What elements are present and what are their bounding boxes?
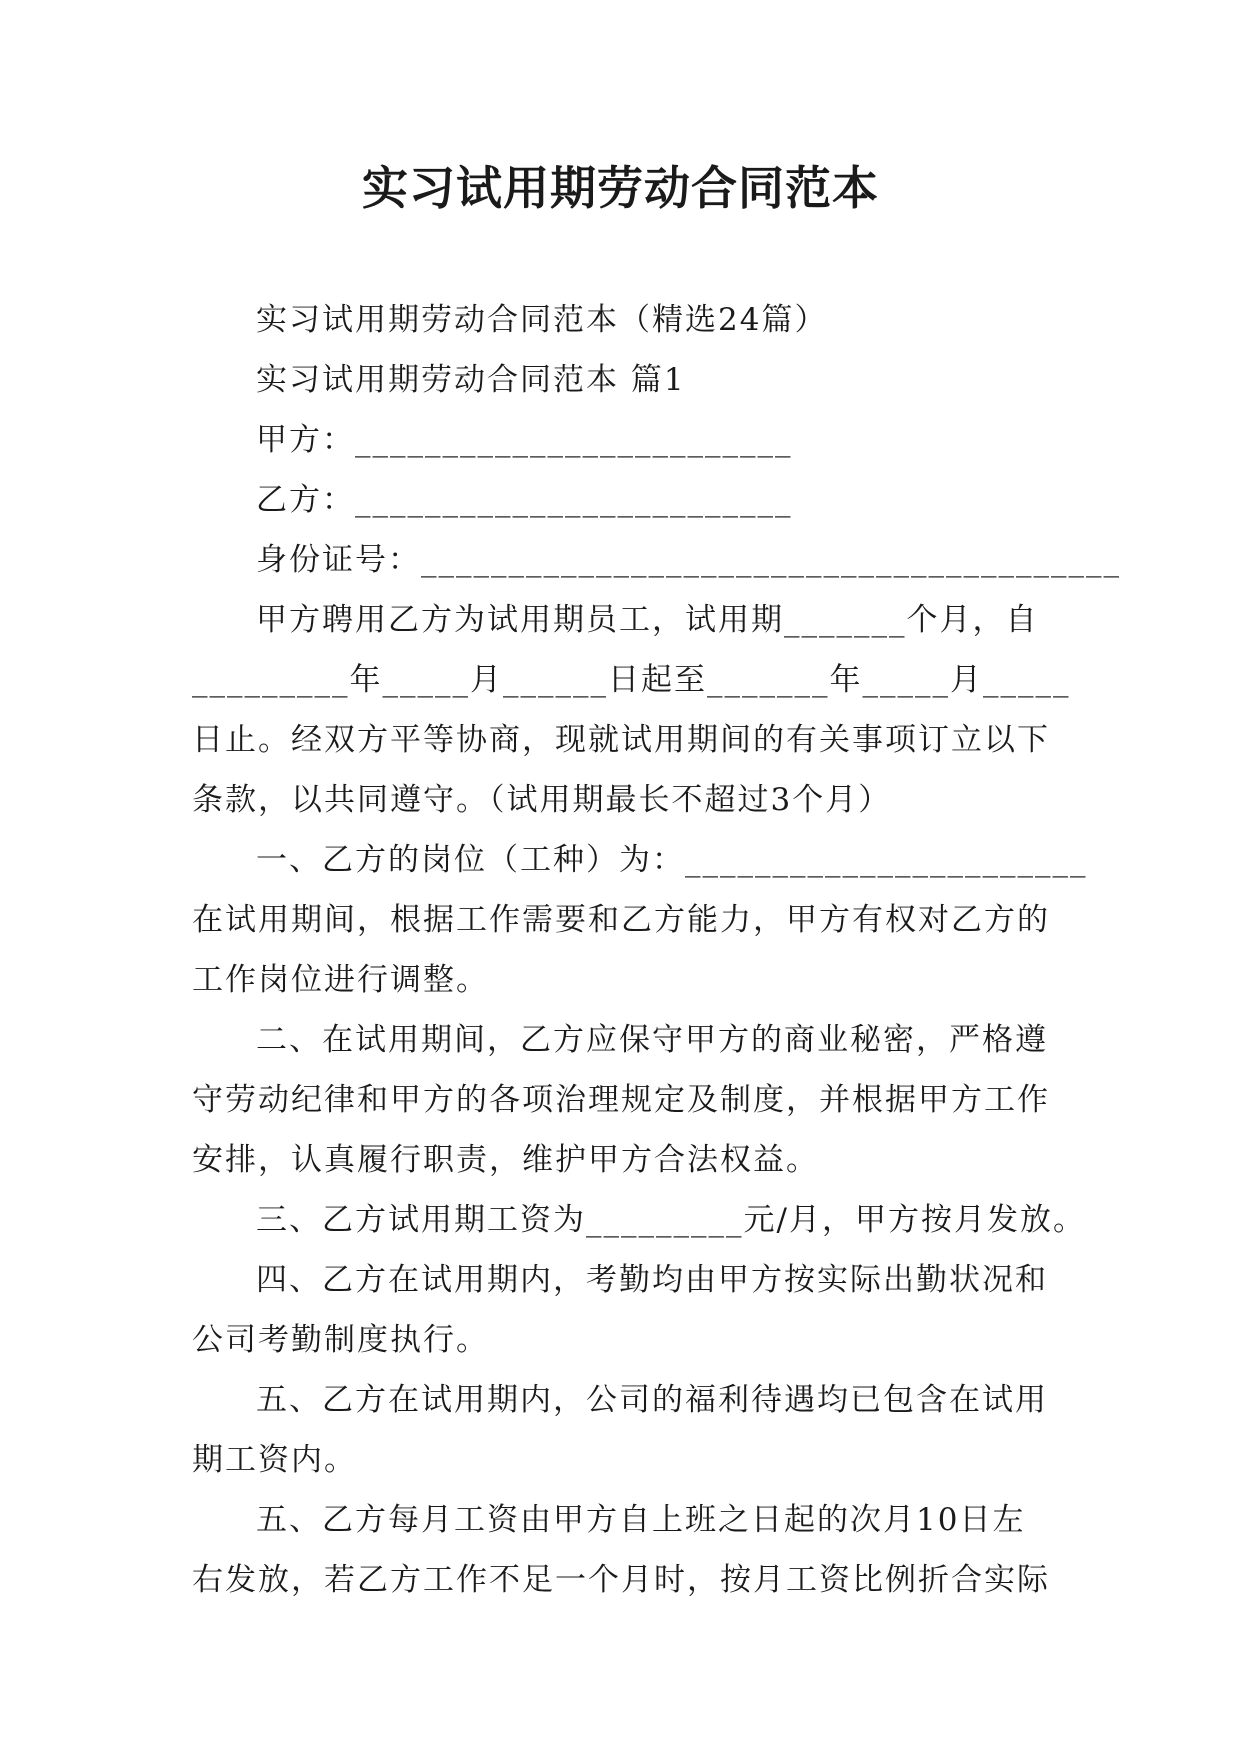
intro-line-3: 日止。经双方平等协商，现就试用期间的有关事项订立以下 [192,722,1050,758]
id-number-blank: ________________________________________ [421,542,1121,578]
intro-line-4: 条款，以共同遵守。（试用期最长不超过3个月） [192,782,892,818]
clause-5-line-2: 期工资内。 [192,1442,357,1478]
clause-4-line-1: 四、乙方在试用期内，考勤均由甲方按实际出勤状况和 [256,1262,1048,1298]
id-number-line [192,530,1121,590]
section-heading: 实习试用期劳动合同范本 篇1 [256,362,686,398]
clause-4-line-2: 公司考勤制度执行。 [192,1322,489,1358]
party-b-label: 乙方： [256,482,355,518]
intro-line-1: 甲方聘用乙方为试用期员工，试用期_______个月，自 [256,602,1039,638]
clause-2-line-1: 二、在试用期间，乙方应保守甲方的商业秘密，严格遵 [256,1022,1048,1058]
party-a-line [192,410,1054,470]
clause-2-line-3: 安排，认真履行职责，维护甲方合法权益。 [192,1142,819,1178]
clause-1-line-3: 工作岗位进行调整。 [192,962,489,998]
clause-1-line-2: 在试用期间，根据工作需要和乙方能力，甲方有权对乙方的 [192,902,1050,938]
clause-2-line-2: 守劳动纪律和甲方的各项治理规定及制度，并根据甲方工作 [192,1082,1050,1118]
intro-line-2: _________年_____月______日起至_______年_____月_____ [192,662,1071,698]
document-body [192,290,1121,1610]
clause-6-line-2: 右发放，若乙方工作不足一个月时，按月工资比例折合实际 [192,1562,1050,1598]
document-title: 实习试用期劳动合同范本 [362,161,879,215]
clause-3-line-1: 三、乙方试用期工资为_________元/月，甲方按月发放。 [256,1202,1086,1238]
id-number-label: 身份证号： [256,542,421,578]
party-b-blank: _________________________ [355,482,793,518]
subtitle: 实习试用期劳动合同范本（精选24篇） [256,302,828,338]
clause-5-line-1: 五、乙方在试用期内，公司的福利待遇均已包含在试用 [256,1382,1048,1418]
clause-6-line-1: 五、乙方每月工资由甲方自上班之日起的次月10日左 [256,1502,1026,1538]
party-b-line [192,470,1054,530]
clause-1-line-1: 一、乙方的岗位（工种）为：_______________________ [256,842,1088,878]
party-a-label: 甲方： [256,422,355,458]
party-a-blank: _________________________ [355,422,793,458]
